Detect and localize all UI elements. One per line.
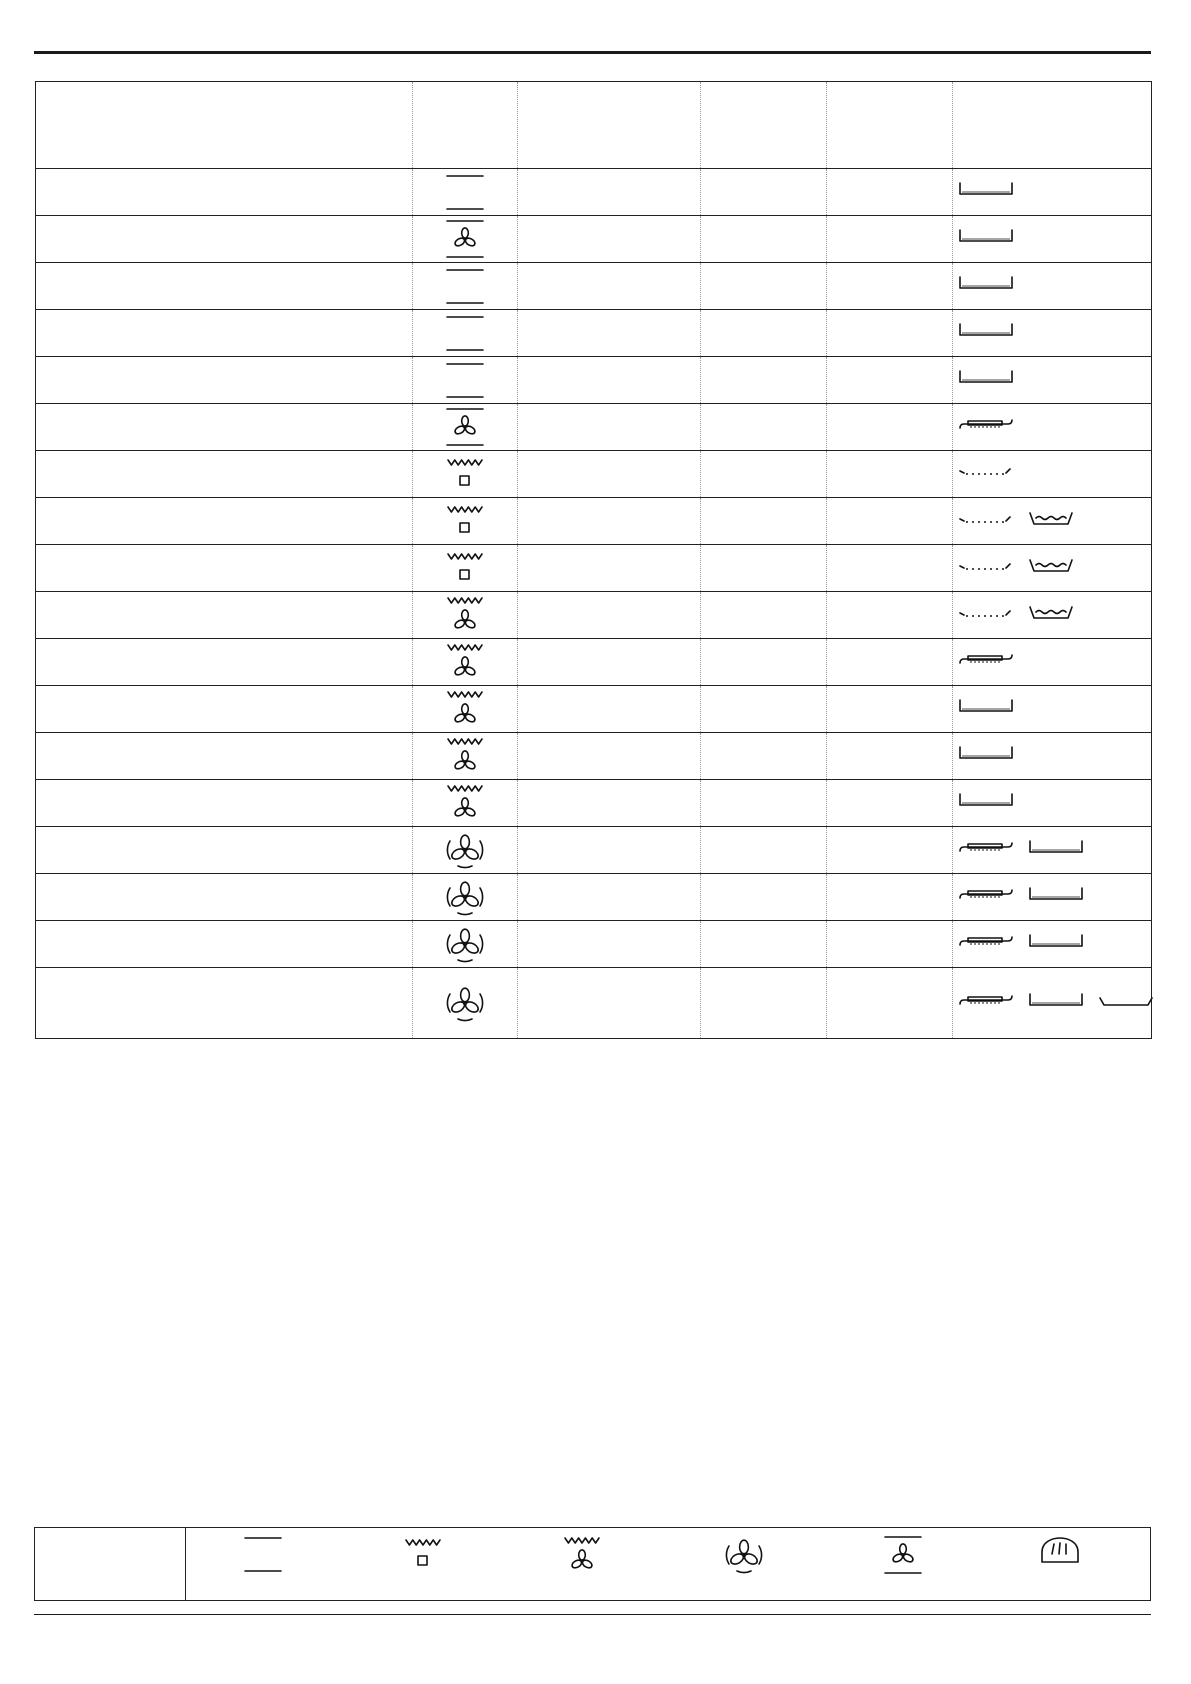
temperature-cell bbox=[518, 451, 701, 498]
baking-tin-icon bbox=[958, 792, 1014, 808]
time-cell bbox=[827, 780, 953, 827]
shelf-cell bbox=[701, 169, 827, 216]
accessories-cell bbox=[953, 498, 1152, 545]
table-row bbox=[36, 310, 1152, 357]
baking-tin-icon bbox=[1028, 933, 1084, 949]
time-cell bbox=[827, 357, 953, 404]
temperature-cell bbox=[518, 639, 701, 686]
dish-cell bbox=[36, 498, 413, 545]
drip-tray-icon bbox=[1028, 603, 1074, 621]
shelf-cell bbox=[701, 592, 827, 639]
table-row bbox=[36, 780, 1152, 827]
shelf-cell bbox=[701, 310, 827, 357]
baking-tin-icon bbox=[1028, 992, 1084, 1008]
header-dish bbox=[36, 82, 413, 169]
dish-cell bbox=[36, 404, 413, 451]
accessories-cell bbox=[953, 263, 1152, 310]
shelf-cell bbox=[701, 216, 827, 263]
mode-cell bbox=[413, 404, 518, 451]
accessories-cell bbox=[953, 545, 1152, 592]
mode-cell bbox=[413, 310, 518, 357]
baking-tin-icon bbox=[1028, 886, 1084, 902]
dish-cell bbox=[36, 592, 413, 639]
shallow-tray-icon bbox=[1098, 994, 1154, 1008]
dish-cell bbox=[36, 639, 413, 686]
time-cell bbox=[827, 592, 953, 639]
dish-cell bbox=[36, 263, 413, 310]
legend-conventional-icon bbox=[243, 1534, 283, 1579]
table-row bbox=[36, 263, 1152, 310]
drip-tray-icon bbox=[1028, 509, 1074, 527]
dish-cell bbox=[36, 310, 413, 357]
dish-cell bbox=[36, 216, 413, 263]
header-temperature bbox=[518, 82, 701, 169]
fan-forced-icon bbox=[413, 982, 517, 1024]
dish-cell bbox=[36, 357, 413, 404]
table-row bbox=[36, 921, 1152, 968]
table-row bbox=[36, 498, 1152, 545]
mode-cell bbox=[413, 263, 518, 310]
accessories-cell bbox=[953, 592, 1152, 639]
cooking-table bbox=[35, 81, 1152, 1039]
grill-grid-icon bbox=[958, 511, 1014, 527]
conventional-icon bbox=[413, 266, 517, 306]
fan-conventional-icon bbox=[413, 218, 517, 260]
grill-rack-icon bbox=[958, 886, 1014, 902]
header-time bbox=[827, 82, 953, 169]
temperature-cell bbox=[518, 780, 701, 827]
accessories-cell bbox=[953, 874, 1152, 921]
shelf-cell bbox=[701, 451, 827, 498]
time-cell bbox=[827, 686, 953, 733]
time-cell bbox=[827, 216, 953, 263]
time-cell bbox=[827, 733, 953, 780]
drip-tray-icon bbox=[1028, 556, 1074, 574]
grill-rack-icon bbox=[958, 839, 1014, 855]
accessories-cell bbox=[953, 639, 1152, 686]
dish-cell bbox=[36, 733, 413, 780]
shelf-cell bbox=[701, 968, 827, 1039]
time-cell bbox=[827, 263, 953, 310]
shelf-cell bbox=[701, 545, 827, 592]
time-cell bbox=[827, 404, 953, 451]
conventional-icon bbox=[413, 313, 517, 353]
time-cell bbox=[827, 827, 953, 874]
table-row bbox=[36, 639, 1152, 686]
legend-bread-icon bbox=[1038, 1534, 1082, 1573]
time-cell bbox=[827, 498, 953, 545]
fan-forced-icon bbox=[413, 923, 517, 965]
time-cell bbox=[827, 545, 953, 592]
dish-cell bbox=[36, 921, 413, 968]
temperature-cell bbox=[518, 263, 701, 310]
shelf-cell bbox=[701, 498, 827, 545]
temperature-cell bbox=[518, 827, 701, 874]
accessories-cell bbox=[953, 827, 1152, 874]
shelf-cell bbox=[701, 874, 827, 921]
mode-cell bbox=[413, 451, 518, 498]
table-row bbox=[36, 592, 1152, 639]
grill-icon bbox=[413, 501, 517, 541]
mode-cell bbox=[413, 216, 518, 263]
time-cell bbox=[827, 921, 953, 968]
grill-rack-icon bbox=[958, 992, 1014, 1008]
table-row bbox=[36, 827, 1152, 874]
baking-tin-icon bbox=[1028, 839, 1084, 855]
legend-fan-forced-icon bbox=[723, 1534, 765, 1581]
mode-cell bbox=[413, 874, 518, 921]
dish-cell bbox=[36, 451, 413, 498]
grill-icon bbox=[413, 454, 517, 494]
table-row bbox=[36, 874, 1152, 921]
dish-cell bbox=[36, 874, 413, 921]
temperature-cell bbox=[518, 310, 701, 357]
fan-conventional-icon bbox=[413, 406, 517, 448]
mode-cell bbox=[413, 169, 518, 216]
time-cell bbox=[827, 310, 953, 357]
shelf-cell bbox=[701, 780, 827, 827]
temperature-cell bbox=[518, 874, 701, 921]
legend-fan-grill-icon bbox=[562, 1534, 602, 1581]
temperature-cell bbox=[518, 216, 701, 263]
dish-cell bbox=[36, 169, 413, 216]
accessories-cell bbox=[953, 733, 1152, 780]
shelf-cell bbox=[701, 639, 827, 686]
header-shelf bbox=[701, 82, 827, 169]
fan-grill-icon bbox=[413, 782, 517, 824]
header-accessories bbox=[953, 82, 1152, 169]
dish-cell bbox=[36, 827, 413, 874]
baking-tin-icon bbox=[958, 181, 1014, 197]
table-row bbox=[36, 451, 1152, 498]
conventional-icon bbox=[413, 360, 517, 400]
time-cell bbox=[827, 639, 953, 686]
time-cell bbox=[827, 451, 953, 498]
mode-cell bbox=[413, 733, 518, 780]
table-row bbox=[36, 357, 1152, 404]
table-header-row bbox=[36, 82, 1152, 169]
table-row bbox=[36, 733, 1152, 780]
mode-cell bbox=[413, 780, 518, 827]
shelf-cell bbox=[701, 827, 827, 874]
accessories-cell bbox=[953, 780, 1152, 827]
table-row bbox=[36, 686, 1152, 733]
temperature-cell bbox=[518, 921, 701, 968]
fan-grill-icon bbox=[413, 688, 517, 730]
grill-rack-icon bbox=[958, 416, 1014, 432]
temperature-cell bbox=[518, 686, 701, 733]
baking-tin-icon bbox=[958, 698, 1014, 714]
dish-cell bbox=[36, 968, 413, 1039]
temperature-cell bbox=[518, 357, 701, 404]
dish-cell bbox=[36, 686, 413, 733]
shelf-cell bbox=[701, 357, 827, 404]
temperature-cell bbox=[518, 404, 701, 451]
accessories-cell bbox=[953, 686, 1152, 733]
grill-rack-icon bbox=[958, 933, 1014, 949]
top-rule bbox=[34, 51, 1151, 54]
fan-forced-icon bbox=[413, 876, 517, 918]
accessories-cell bbox=[953, 357, 1152, 404]
temperature-cell bbox=[518, 498, 701, 545]
grill-rack-icon bbox=[958, 651, 1014, 667]
baking-tin-icon bbox=[958, 228, 1014, 244]
bottom-rule bbox=[34, 1614, 1151, 1615]
shelf-cell bbox=[701, 263, 827, 310]
temperature-cell bbox=[518, 733, 701, 780]
table-row bbox=[36, 404, 1152, 451]
dish-cell bbox=[36, 545, 413, 592]
baking-tin-icon bbox=[958, 745, 1014, 761]
legend-fan-conventional-icon bbox=[883, 1534, 923, 1581]
mode-cell bbox=[413, 498, 518, 545]
accessories-cell bbox=[953, 310, 1152, 357]
symbol-legend bbox=[34, 1527, 1151, 1601]
shelf-cell bbox=[701, 921, 827, 968]
legend-grill-icon bbox=[403, 1534, 443, 1579]
accessories-cell bbox=[953, 216, 1152, 263]
fan-grill-icon bbox=[413, 735, 517, 777]
table-row bbox=[36, 169, 1152, 216]
accessories-cell bbox=[953, 968, 1152, 1039]
fan-forced-icon bbox=[413, 829, 517, 871]
baking-tin-icon bbox=[958, 369, 1014, 385]
accessories-cell bbox=[953, 169, 1152, 216]
baking-tin-icon bbox=[958, 322, 1014, 338]
fan-grill-icon bbox=[413, 641, 517, 683]
mode-cell bbox=[413, 592, 518, 639]
temperature-cell bbox=[518, 968, 701, 1039]
time-cell bbox=[827, 169, 953, 216]
mode-cell bbox=[413, 686, 518, 733]
time-cell bbox=[827, 968, 953, 1039]
temperature-cell bbox=[518, 545, 701, 592]
temperature-cell bbox=[518, 592, 701, 639]
mode-cell bbox=[413, 545, 518, 592]
table-row bbox=[36, 545, 1152, 592]
table-row bbox=[36, 216, 1152, 263]
mode-cell bbox=[413, 968, 518, 1039]
grill-grid-icon bbox=[958, 463, 1014, 479]
shelf-cell bbox=[701, 733, 827, 780]
baking-tin-icon bbox=[958, 275, 1014, 291]
temperature-cell bbox=[518, 169, 701, 216]
mode-cell bbox=[413, 827, 518, 874]
conventional-icon bbox=[413, 172, 517, 212]
table-row bbox=[36, 968, 1152, 1039]
mode-cell bbox=[413, 639, 518, 686]
time-cell bbox=[827, 874, 953, 921]
dish-cell bbox=[36, 780, 413, 827]
grill-grid-icon bbox=[958, 605, 1014, 621]
fan-grill-icon bbox=[413, 594, 517, 636]
shelf-cell bbox=[701, 686, 827, 733]
grill-icon bbox=[413, 548, 517, 588]
shelf-cell bbox=[701, 404, 827, 451]
accessories-cell bbox=[953, 404, 1152, 451]
mode-cell bbox=[413, 357, 518, 404]
legend-label bbox=[35, 1528, 186, 1600]
header-mode bbox=[413, 82, 518, 169]
accessories-cell bbox=[953, 921, 1152, 968]
mode-cell bbox=[413, 921, 518, 968]
grill-grid-icon bbox=[958, 558, 1014, 574]
accessories-cell bbox=[953, 451, 1152, 498]
